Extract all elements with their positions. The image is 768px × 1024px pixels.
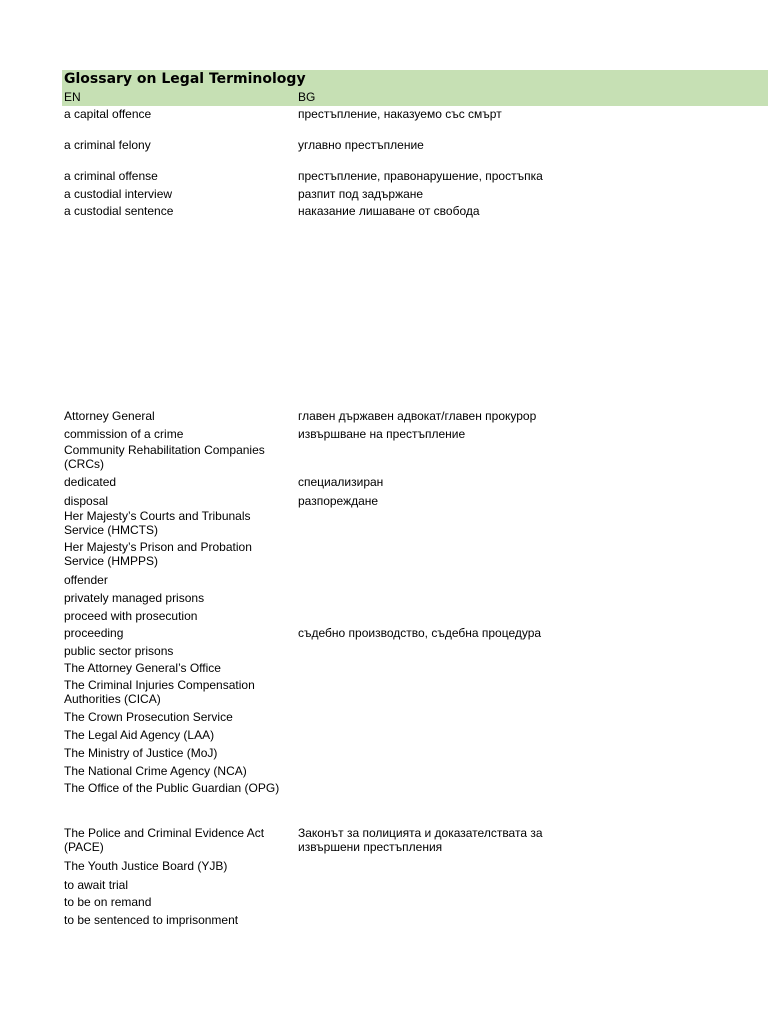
column-header-bg: BG [298,90,316,104]
term-bg: разпит под задържане [298,187,424,201]
term-en: The Police and Criminal Evidence Act (PACE) [64,826,265,854]
term-en: Her Majesty’s Courts and Tribunals Service (HMCTS) [64,509,251,537]
term-en: a criminal felony [64,138,151,152]
term-en: The National Crime Agency (NCA) [64,764,247,778]
term-en: The Office of the Public Guardian (OPG) [64,781,280,795]
term-en: dedicated [64,475,117,489]
term-en: offender [64,573,108,587]
term-en: The Ministry of Justice (MoJ) [64,746,218,760]
term-en: The Legal Aid Agency (LAA) [64,728,215,742]
term-en: to be on remand [64,895,152,909]
term-bg: извършване на престъпление [298,427,466,441]
term-en: privately managed prisons [64,591,205,605]
term-en: a criminal offense [64,169,158,183]
term-en: Community Rehabilitation Companies (CRCs) [64,443,265,471]
term-bg: главен държавен адвокат/главен прокурор [298,409,537,423]
term-en: proceed with prosecution [64,609,198,623]
term-bg: съдебно производство, съдебна процедура [298,626,542,640]
term-en: proceeding [64,626,124,640]
term-bg: наказание лишаване от свобода [298,204,480,218]
term-bg: разпореждане [298,494,379,508]
header-row-fill [62,88,768,106]
term-en: The Crown Prosecution Service [64,710,233,724]
term-bg: престъпление, наказуемо със смърт [298,107,502,121]
term-en: Attorney General [64,409,155,423]
term-en: a custodial interview [64,187,173,201]
column-header-en: EN [64,90,81,104]
term-en: commission of a crime [64,427,184,441]
term-bg: престъпление, правонарушение, простъпка [298,169,543,183]
term-en: The Attorney General’s Office [64,661,221,675]
term-en: to be sentenced to imprisonment [64,913,239,927]
term-en: The Criminal Injuries Compensation Authorities (CICA) [64,678,255,706]
term-bg: углавно престъпление [298,138,424,152]
term-en: The Youth Justice Board (YJB) [64,859,228,873]
term-bg: специализиран [298,475,384,489]
glossary-title: Glossary on Legal Terminology [64,71,306,87]
term-bg: Законът за полицията и доказателствата за извършени престъпления [298,826,543,854]
term-en: public sector prisons [64,644,174,658]
term-en: disposal [64,494,109,508]
term-en: a capital offence [64,107,152,121]
term-en: Her Majesty’s Prison and Probation Service (HMPPS) [64,540,252,568]
term-en: a custodial sentence [64,204,174,218]
term-en: to await trial [64,878,129,892]
